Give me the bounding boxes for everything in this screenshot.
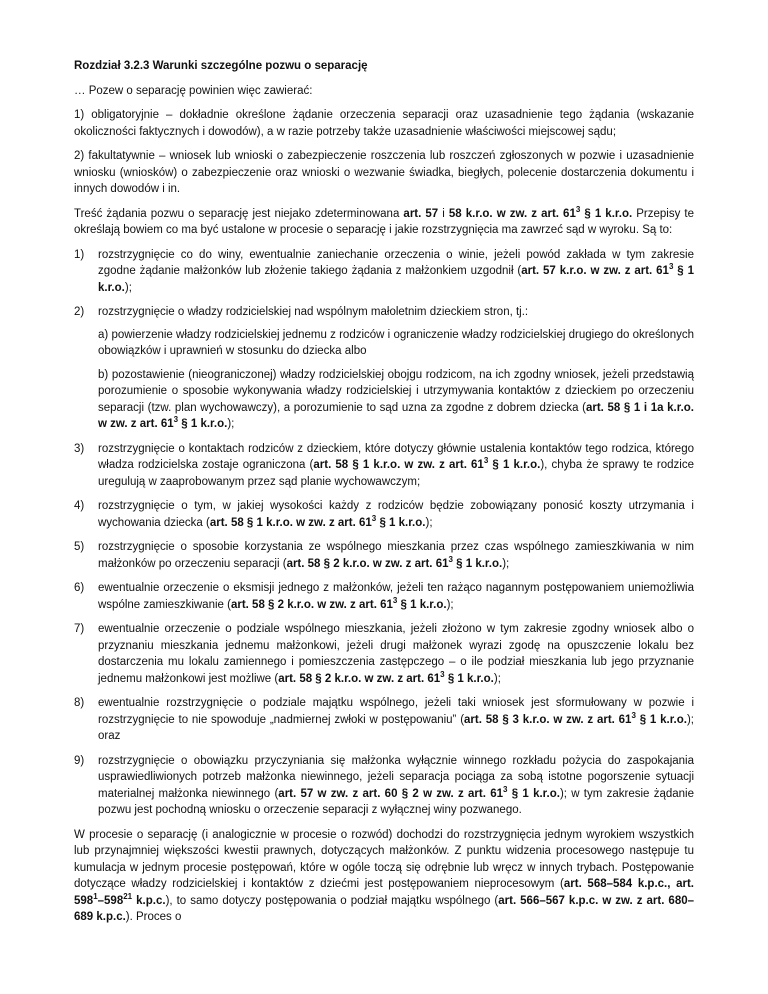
sublist xyxy=(98,327,694,433)
list-item: 7) ewentualnie orzeczenie o podziale wspólnego mieszkania, jeżeli złożono w tym zakresie zgodny wniosek albo o przyznaniu mieszkania jednemu małżonkowi, jeżeli drugi małżonek wyrazi zgodę na opuszczenie lokalu bez dostarczenia mu lokalu zamiennego i pomieszczenia zastępczego – o ile podział mieszkania lub jego przyznanie jednemu małżonkowi jest możliwe (art. 58 § 2 k.r.o. w zw. z art. $61^3$ § 1 k.r.o.); xyxy=(74,623,694,685)
list-item: 5) rozstrzygnięcie o sposobie korzystania ze wspólnego mieszkania przez czas wspólnego zamieszkiwania w nim małżonków po orzeczeniu separacji (art. 58 § 2 k.r.o. w zw. z art. $61^3$ § 1 k.r.o.); xyxy=(74,541,694,570)
section-heading: Rozdział 3.2.3 Warunki szczególne pozwu o separację xyxy=(74,60,368,72)
list-item: 4) rozstrzygnięcie o tym, w jakiej wysokości każdy z rodziców będzie zobowiązany ponosić koszty utrzymania i wychowania dziecka (art. 58 § 1 k.r.o. w zw. z art. $61^3$ § 1 k.r.o.); xyxy=(74,500,694,529)
ruling-list xyxy=(74,247,694,819)
list-item: 1) rozstrzygnięcie co do winy, ewentualnie zaniechanie orzeczenia o winie, jeżeli powód zakłada w tym zakresie zgodne żądanie małżonków lub złożenie takiego żądania z małżonkiem uzgodnił (art. 57 k.r.o. w zw. z art. $61^3$ § 1 k.r.o.); xyxy=(74,248,694,294)
paragraph-obligatory: 1) obligatoryjnie – dokładnie określone żądanie orzeczenia separacji oraz uzasadnienie tego żądania (wskazanie okoliczności faktycznych i dowodów), a w razie potrzeby także uzasadnienie właściwości miejscowej sądu; xyxy=(74,109,694,138)
list-item: 3) rozstrzygnięcie o kontaktach rodziców z dzieckiem, które dotyczy głównie ustalenia kontaktów tego rodzica, którego władza rodzicielska zostaje ograniczona (art. 58 § 1 k.r.o. w zw. z art. $61^3$ § 1 k.r.o.), chyba że sprawy te rodzice uregulują w zaaprobowanym przez sąd planie wychowawczym; xyxy=(74,442,694,488)
list-item: 8) ewentualnie rozstrzygnięcie o podziale majątku wspólnego, jeżeli taki wniosek jest sformułowany w pozwie i rozstrzygnięcie to nie spowoduje „nadmiernej zwłoki w postępowaniu” (art. 58 § 3 k.r.o. w zw. z art. $61^3$ § 1 k.r.o.); oraz xyxy=(74,697,694,742)
list-item: 6) ewentualnie orzeczenie o eksmisji jednego z małżonków, jeżeli ten rażąco nagannym postępowaniem uniemożliwia wspólne zamieszkiwanie (art. 58 § 2 k.r.o. w zw. z art. $61^3$ § 1 k.r.o.); xyxy=(74,582,694,611)
paragraph-optional: 2) fakultatywnie – wniosek lub wnioski o zabezpieczenie roszczenia lub roszczeń zgłoszonych w pozwie i uzasadnienie wniosku (wniosków) o zabezpieczenie oraz wnioski o wezwanie świadka, biegłych, polecenie dostarczenia dokumentu i innych dowodów i in. xyxy=(74,150,694,195)
paragraph-content-of-claim: Treść żądania pozwu o separację jest niejako zdeterminowana art. 57 i 58 k.r.o. w zw. z art. $61^3$ § 1 k.r.o. Przepisy te określają bowiem co ma być ustalone w procesie o separację i jakie rozstrzygnięcia ma zawrzeć sąd w wyroku. Są to: xyxy=(74,204,695,236)
intro-paragraph: … Pozew o separację powinien więc zawierać: xyxy=(74,84,313,97)
list-item: 2) rozstrzygnięcie o władzy rodzicielskiej nad wspólnym małoletnim dzieckiem stron, tj.: a) powierzenie władzy rodzicielskiej jednemu z rodziców i ograniczenie władzy rodzicielskiej drugiego do określonych obowiązków i uprawnień w stosunku do dziecka albo b) pozostawienie (nieograniczonej) władzy rodzicielskiej obojgu rodzicom, na ich zgodny wniosek, jeżeli przedstawią porozumienie o sposobie wykonywania władzy rodzicielskiej i utrzymywania kontaktów z dzieckiem po orzeczeniu separacji (tzw. plan wychowawczy), a porozumienie to sąd uzna za zgodne z dobrem dziecka (art. 58 § 1 i 1a k.r.o. w zw. z art. $61^3$ § 1 k.r.o.); xyxy=(74,304,694,433)
sublist-item-a: a) powierzenie władzy rodzicielskiej jednemu z rodziców i ograniczenie władzy rodzicielskiej drugiego do określonych obowiązków i uprawnień w stosunku do dziecka albo xyxy=(98,328,694,357)
closing-paragraph: W procesie o separację (i analogicznie w procesie o rozwód) dochodzi do rozstrzygnięcia jednym wyrokiem wszystkich lub przynajmniej większości kwestii prawnych, dotyczących małżonków. Z punktu widzenia procesowego następuje tu kumulacja w jednym procesie postępowań, które w ogóle toczą się odrębnie lub wręcz w innych trybach. Postępowanie dotyczące władzy rodzicielskiej i kontaktów z dziećmi jest postępowaniem nieprocesowym (art. 568–584 k.p.c., art. $598^1-598^{21}$ k.p.c.), to samo dotyczy postępowania o podział majątku wspólnego (art. 566–567 k.p.c. w zw. z art. 680–689 k.p.c.). Proces o xyxy=(74,828,695,923)
list-item: 9) rozstrzygnięcie o obowiązku przyczyniania się małżonka wyłącznie winnego rozkładu pożycia do zaspokajania usprawiedliwionych potrzeb małżonka niewinnego, jeżeli separacja pociąga za sobą istotne pogorszenie sytuacji materialnej małżonka niewinnego (art. 57 w zw. z art. 60 § 2 w zw. z art. $61^3$ § 1 k.r.o.); w tym zakresie żądanie pozwu jest pochodną wniosku o orzeczenie separacji z wyłącznej winy pozwanego. xyxy=(74,754,694,816)
sublist-item-b: b) pozostawienie (nieograniczonej) władzy rodzicielskiej obojgu rodzicom, na ich zgodny wniosek, jeżeli przedstawią porozumienie o sposobie wykonywania władzy rodzicielskiej i utrzymywania kontaktów z dzieckiem po orzeczeniu separacji (tzw. plan wychowawczy), a porozumienie to sąd uzna za zgodne z dobrem dziecka (art. 58 § 1 i 1a k.r.o. w zw. z art. $61^3$ § 1 k.r.o.); xyxy=(98,368,694,430)
